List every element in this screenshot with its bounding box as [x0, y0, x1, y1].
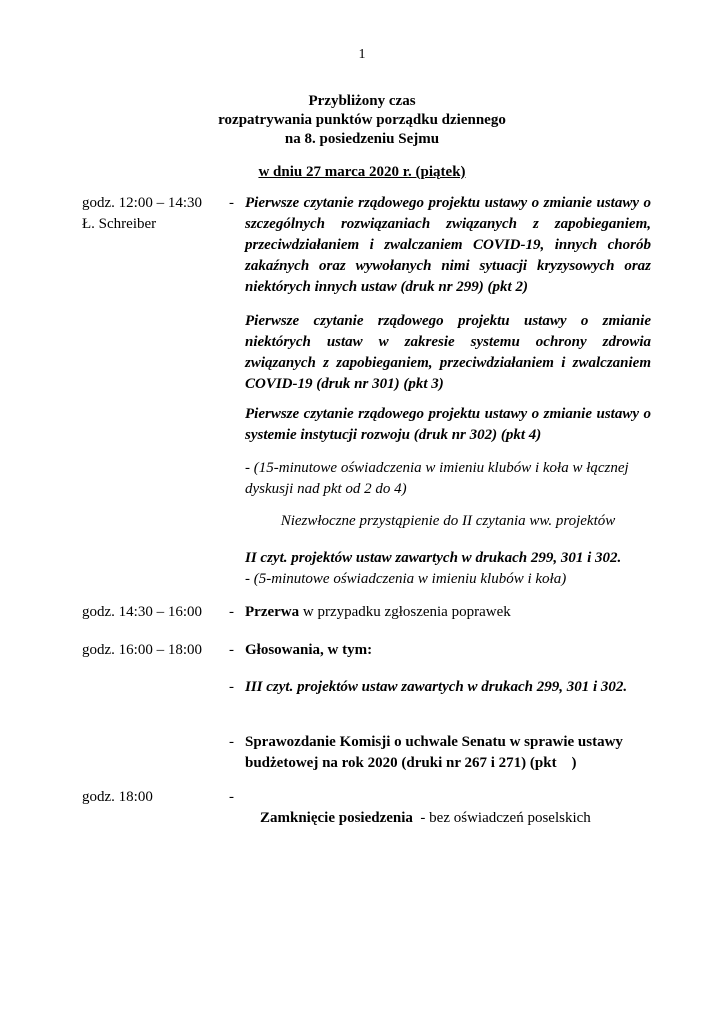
senate-report-item [245, 732, 651, 774]
title-line-1: Przybliżony czas [308, 93, 416, 109]
voting-item: Głosowania, w tym: [245, 642, 373, 658]
item-dash: - [229, 195, 234, 211]
statement-note: - (15-minutowe oświadczenia w imieniu klubów i koła w łącznej dyskusji nad pkt od 2 do 4) [245, 460, 629, 497]
time-slot: godz. 18:00 [82, 789, 153, 805]
time-slot: godz. 16:00 – 18:00 [82, 642, 202, 658]
item-dash: - [229, 642, 234, 658]
title-line-3: na 8. posiedzeniu Sejmu [284, 131, 440, 147]
second-reading-item: II czyt. projektów ustaw zawartych w drukach 299, 301 i 302. [245, 550, 622, 566]
closing-description: - bez oświadczeń poselskich [412, 810, 591, 826]
senate-report-line-2: budżetowej na rok 2020 (druki nr 267 i 271) (pkt ) [245, 755, 577, 771]
agenda-item-pkt-2: Pierwsze czytanie rządowego projektu ustawy o zmianie ustawy o szczególnych rozwiązaniach związanych z zapobieganiem, przeciwdziałaniem i zwalczaniem COVID-19, innych chorób zakaźnych oraz wywołanych nimi sytuacji kryzysowych oraz niektórych innych ustaw (druk nr 299) (pkt 2) [245, 195, 651, 295]
second-reading-note: Niezwłoczne przystąpienie do II czytania ww. projektów [280, 513, 616, 529]
date-heading: w dniu 27 marca 2020 r. (piątek) [258, 164, 466, 180]
break-description: w przypadku zgłoszenia poprawek [299, 604, 511, 620]
speaker: Ł. Schreiber [82, 216, 157, 232]
closing-label: Zamknięcie posiedzenia [260, 810, 413, 826]
closing-item [245, 787, 651, 850]
time-slot: godz. 14:30 – 16:00 [82, 604, 202, 620]
document-title [0, 92, 724, 149]
item-dash: - [229, 734, 234, 750]
time-slot: godz. 12:00 – 14:30 [82, 195, 202, 211]
item-dash: - [229, 604, 234, 620]
agenda-item-pkt-3: Pierwsze czytanie rządowego projektu ustawy o zmianie niektórych ustaw w zakresie systemu ochrony zdrowia związanych z zapobieganiem, przeciwdziałaniem i zwalczaniem COVID-19 (druk nr 301) (pkt 3) [245, 313, 651, 392]
title-line-2: rozpatrywania punktów porządku dziennego [218, 112, 506, 128]
break-label: Przerwa [245, 604, 300, 620]
item-dash: - [229, 679, 234, 695]
agenda-item-pkt-4: Pierwsze czytanie rządowego projektu ustawy o zmianie ustawy o systemie instytucji rozwoju (druk nr 302) (pkt 4) [245, 406, 651, 443]
item-dash: - [229, 789, 234, 805]
statement-note-2: - (5-minutowe oświadczenia w imieniu klubów i koła) [245, 571, 567, 587]
third-reading-item: III czyt. projektów ustaw zawartych w drukach 299, 301 i 302. [245, 679, 628, 695]
break-item [245, 602, 651, 623]
page-number: 1 [358, 47, 366, 62]
senate-report-line-1: Sprawozdanie Komisji o uchwale Senatu w sprawie ustawy [245, 734, 623, 750]
